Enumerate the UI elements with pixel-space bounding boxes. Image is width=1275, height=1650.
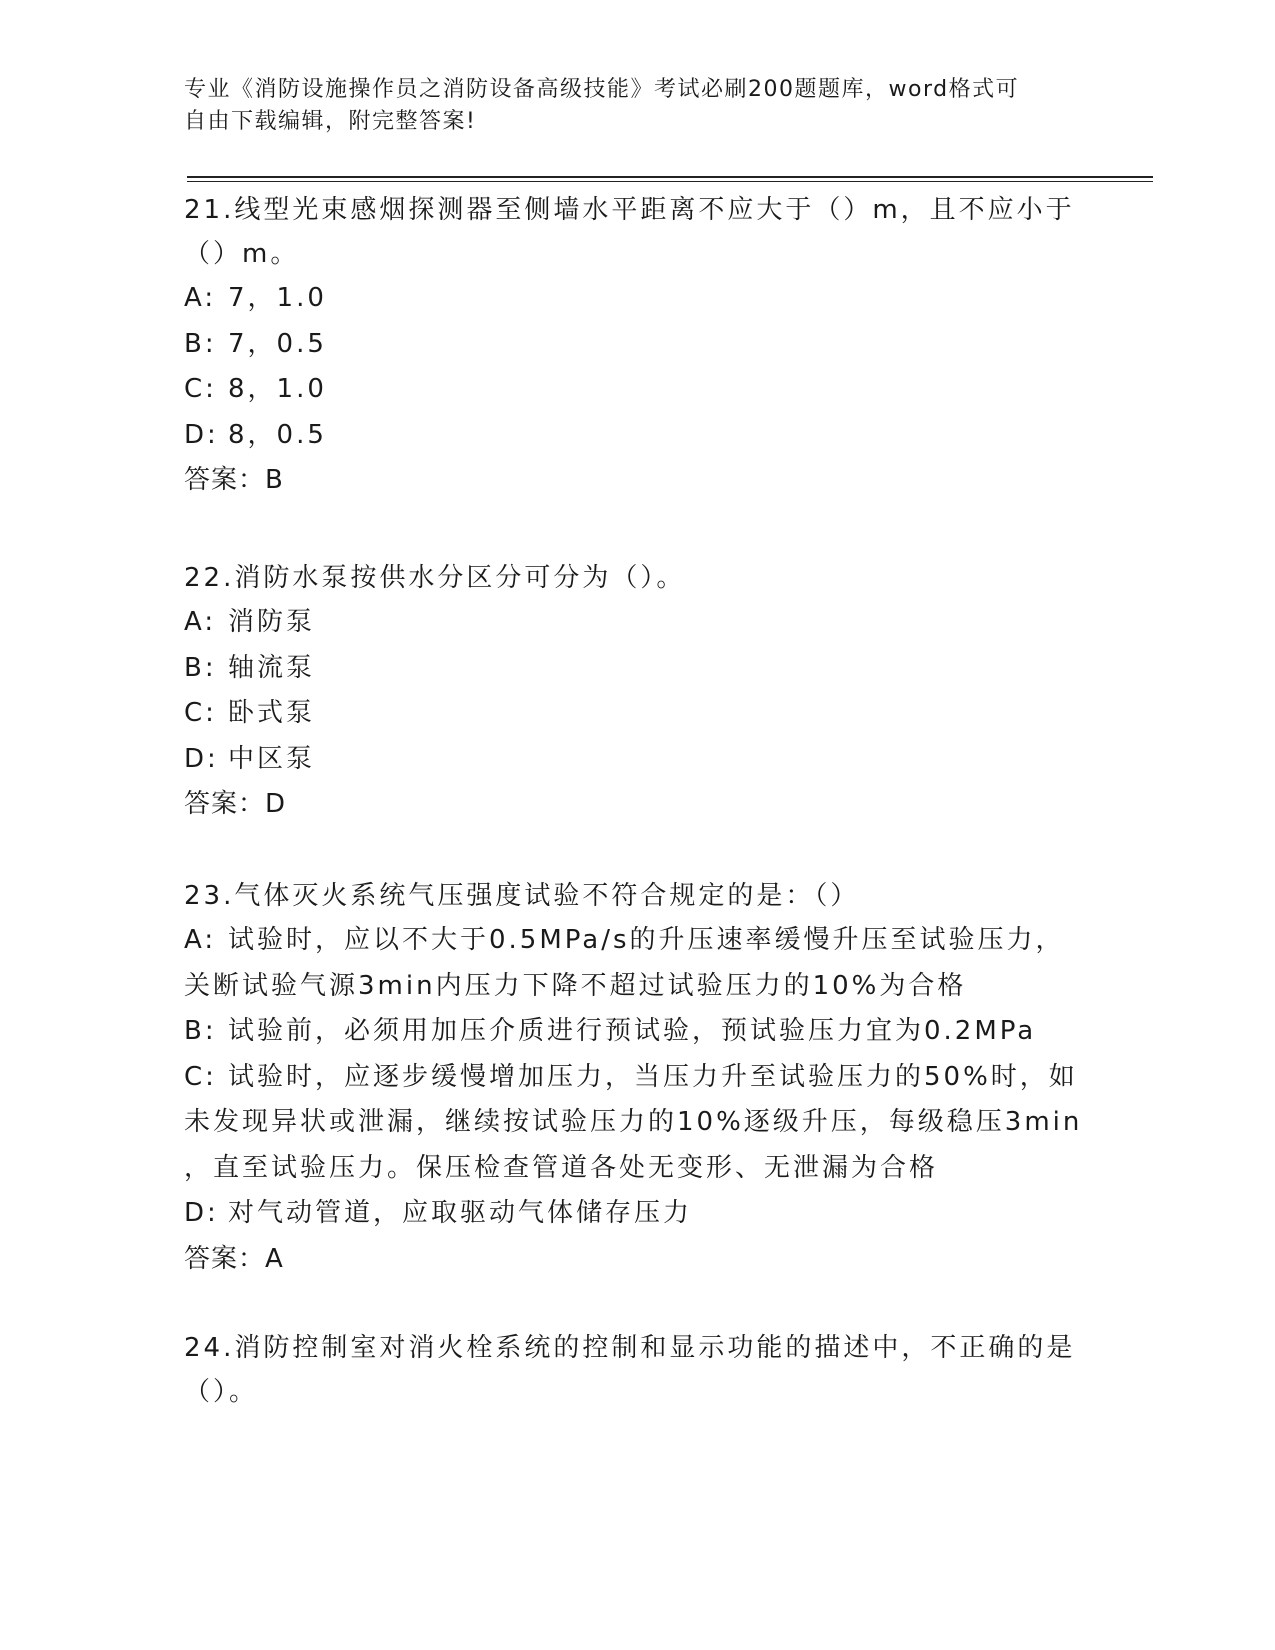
header-divider-thick bbox=[187, 176, 1153, 178]
option-label: D: bbox=[184, 1198, 219, 1228]
option-label: A: bbox=[184, 283, 217, 313]
question-23 bbox=[184, 874, 1084, 1281]
option-text: 7，0.5 bbox=[228, 328, 327, 359]
option-c bbox=[184, 1055, 1084, 1101]
option-label: B: bbox=[184, 1016, 217, 1046]
document-header bbox=[184, 74, 1064, 138]
question-21 bbox=[184, 188, 1084, 502]
header-line-2: 自由下载编辑，附完整答案! bbox=[184, 109, 477, 134]
option-c-continuation: ，直至试验压力。保压检查管道各处无变形、无泄漏为合格 bbox=[184, 1152, 939, 1183]
option-a bbox=[184, 276, 1084, 322]
question-24 bbox=[184, 1326, 1084, 1414]
option-c bbox=[184, 691, 1084, 737]
question-stem: 24.消防控制室对消火栓系统的控制和显示功能的描述中，不正确的是 bbox=[184, 1333, 1076, 1363]
question-stem: 21.线型光束感烟探测器至侧墙水平距离不应大于（）m，且不应小于 bbox=[184, 195, 1075, 225]
option-text: 7，1.0 bbox=[228, 283, 327, 313]
option-label: C: bbox=[184, 698, 217, 728]
question-stem: 22.消防水泵按供水分区分可分为（）。 bbox=[184, 563, 686, 593]
option-label: B: bbox=[184, 328, 217, 359]
header-line-1: 专业《消防设施操作员之消防设备高级技能》考试必刷200题题库，word格式可 bbox=[184, 77, 1020, 102]
question-stem: （）m。 bbox=[184, 239, 300, 269]
answer: 答案：B bbox=[184, 465, 284, 495]
header-divider-thin bbox=[187, 181, 1153, 182]
option-b bbox=[184, 322, 1084, 368]
option-a bbox=[184, 918, 1084, 964]
option-label: D: bbox=[184, 419, 219, 450]
option-label: A: bbox=[184, 925, 217, 955]
answer: 答案：A bbox=[184, 1243, 284, 1274]
option-d bbox=[184, 1191, 1084, 1237]
option-b bbox=[184, 1009, 1084, 1055]
option-label: B: bbox=[184, 652, 217, 683]
option-c bbox=[184, 367, 1084, 413]
option-text: 对气动管道，应取驱动气体储存压力 bbox=[228, 1198, 693, 1228]
option-a-continuation: 关断试验气源3min内压力下降不超过试验压力的10%为合格 bbox=[184, 970, 967, 1001]
option-c-continuation: 未发现异状或泄漏，继续按试验压力的10%逐级升压，每级稳压3min bbox=[184, 1107, 1083, 1137]
option-text: 试验时，应以不大于0.5MPa/s的升压速率缓慢升压至试验压力， bbox=[228, 925, 1065, 955]
option-d bbox=[184, 413, 1084, 459]
option-label: A: bbox=[184, 607, 217, 637]
option-label: C: bbox=[184, 1061, 217, 1092]
option-b bbox=[184, 646, 1084, 692]
option-text: 试验时，应逐步缓慢增加压力，当压力升至试验压力的50%时，如 bbox=[228, 1061, 1078, 1092]
question-22 bbox=[184, 556, 1084, 826]
option-label: D: bbox=[184, 743, 219, 774]
answer: 答案：D bbox=[184, 789, 287, 819]
option-a bbox=[184, 600, 1084, 646]
question-stem: （）。 bbox=[184, 1377, 259, 1407]
option-text: 轴流泵 bbox=[228, 652, 316, 683]
option-text: 卧式泵 bbox=[228, 698, 316, 728]
question-stem: 23.气体灭火系统气压强度试验不符合规定的是：（） bbox=[184, 881, 860, 911]
option-d bbox=[184, 737, 1084, 783]
option-text: 中区泵 bbox=[228, 743, 316, 774]
option-label: C: bbox=[184, 374, 217, 404]
option-text: 8，0.5 bbox=[228, 419, 327, 450]
option-text: 试验前，必须用加压介质进行预试验，预试验压力宜为0.2MPa bbox=[228, 1016, 1037, 1046]
option-text: 消防泵 bbox=[228, 607, 316, 637]
option-text: 8，1.0 bbox=[228, 374, 327, 404]
